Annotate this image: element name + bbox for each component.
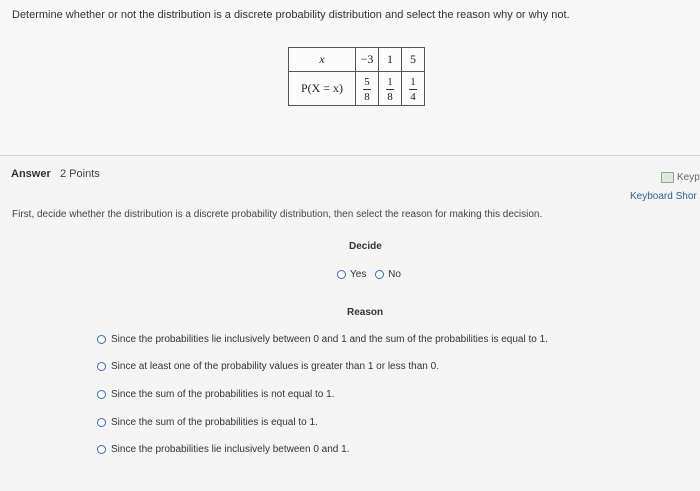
keypad-icon <box>661 172 674 183</box>
radio-icon[interactable] <box>97 445 106 454</box>
denominator: 8 <box>364 91 370 103</box>
decide-heading: Decide <box>349 241 382 252</box>
reason-option-1[interactable] <box>97 334 548 345</box>
prob-cell <box>379 72 402 106</box>
fraction <box>386 76 394 103</box>
fraction-bar <box>409 89 417 90</box>
decide-no-option[interactable] <box>375 269 401 280</box>
reason-option-2[interactable] <box>97 361 439 372</box>
numerator: 1 <box>387 76 393 88</box>
option-label: Since the sum of the probabilities is equal to 1. <box>111 417 318 428</box>
x-value-cell: 1 <box>379 48 402 72</box>
table-row <box>289 72 425 106</box>
points-label: 2 Points <box>60 168 100 180</box>
prob-cell <box>356 72 379 106</box>
radio-icon[interactable] <box>97 418 106 427</box>
x-value-cell: −3 <box>356 48 379 72</box>
option-label: Yes <box>350 269 367 280</box>
answer-label: Answer <box>11 168 51 180</box>
numerator: 1 <box>410 76 416 88</box>
option-label: Since the probabilities lie inclusively between 0 and 1 and the sum of the probabilities is equal to 1. <box>111 334 548 345</box>
table-row <box>289 48 425 72</box>
question-text: Determine whether or not the distribution is a discrete probability distribution and select the reason why or why not. <box>12 9 570 21</box>
x-value-cell: 5 <box>402 48 425 72</box>
table-header-x: x <box>289 48 356 72</box>
option-label: No <box>388 269 401 280</box>
fraction-bar <box>386 89 394 90</box>
decide-options <box>337 269 407 282</box>
radio-icon[interactable] <box>97 390 106 399</box>
radio-icon[interactable] <box>375 270 384 279</box>
reason-heading: Reason <box>347 307 384 318</box>
denominator: 4 <box>410 91 416 103</box>
table-header-prob: P(X = x) <box>289 72 356 106</box>
probability-table <box>288 47 425 106</box>
prob-cell <box>402 72 425 106</box>
decide-yes-option[interactable] <box>337 269 366 280</box>
reason-option-5[interactable] <box>97 444 349 455</box>
fraction <box>409 76 417 103</box>
keypad-label: Keyp <box>677 172 700 183</box>
reason-option-4[interactable] <box>97 417 318 428</box>
numerator: 5 <box>364 76 370 88</box>
fraction-bar <box>363 89 371 90</box>
radio-icon[interactable] <box>97 335 106 344</box>
keypad-button[interactable] <box>661 172 700 183</box>
radio-icon[interactable] <box>337 270 346 279</box>
option-label: Since the probabilities lie inclusively between 0 and 1. <box>111 444 350 455</box>
keyboard-shortcuts-link[interactable]: Keyboard Shor <box>630 191 697 202</box>
radio-icon[interactable] <box>97 362 106 371</box>
reason-option-3[interactable] <box>97 389 334 400</box>
fraction <box>363 76 371 103</box>
denominator: 8 <box>387 91 393 103</box>
option-label: Since at least one of the probability values is greater than 1 or less than 0. <box>111 361 439 372</box>
option-label: Since the sum of the probabilities is not equal to 1. <box>111 389 335 400</box>
instruction-text: First, decide whether the distribution is a discrete probability distribution, then select the reason for making this decision. <box>12 209 543 220</box>
answer-panel <box>0 156 700 491</box>
